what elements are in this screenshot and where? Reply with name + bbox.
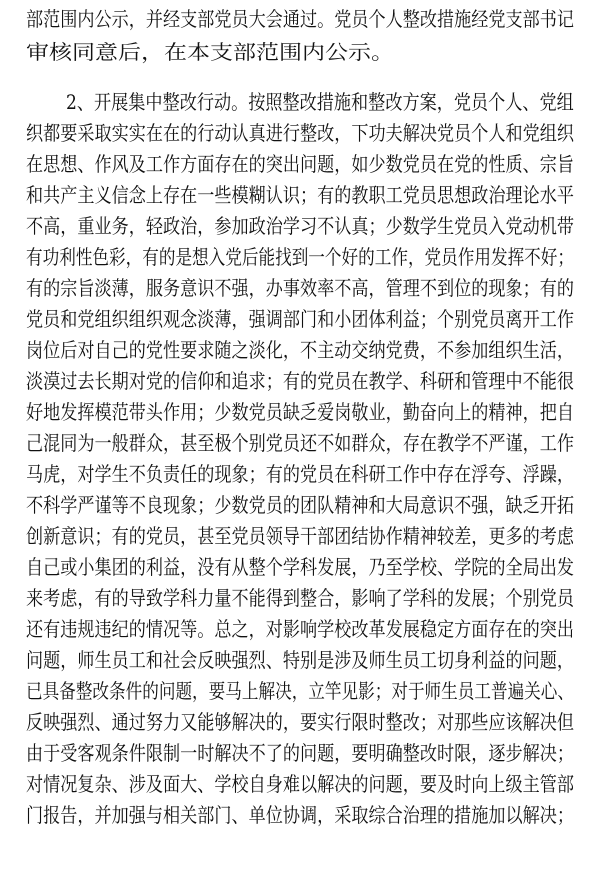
text-line: 淡漠过去长期对党的信仰和追求；有的党员在教学、科研和管理中不能很	[26, 369, 574, 393]
text-line: 自己或小集团的利益，没有从整个学科发展，乃至学校、学院的全局出发	[26, 555, 574, 579]
text-line: 问题，师生员工和社会反映强烈、特别是涉及师生员工切身利益的问题，	[26, 648, 574, 672]
text-line: 部范围内公示，并经支部党员大会通过。党员个人整改措施经党支部书记	[26, 7, 574, 31]
text-line: 由于受客观条件限制一时解决不了的问题，要明确整改时限，逐步解决；	[26, 741, 574, 765]
text-line: 在思想、作风及工作方面存在的突出问题，如少数党员在党的性质、宗旨	[26, 152, 574, 176]
text-line: 2、开展集中整改行动。按照整改措施和整改方案，党员个人、党组	[66, 90, 574, 114]
text-line: 不科学严谨等不良现象；少数党员的团队精神和大局意识不强，缺乏开拓	[26, 493, 574, 517]
text-line: 已具备整改条件的问题，要马上解决，立竿见影；对于师生员工普遍关心、	[26, 679, 574, 703]
text-line: 有功利性色彩，有的是想入党后能找到一个好的工作，党员作用发挥不好；	[26, 245, 574, 269]
text-line: 创新意识；有的党员，甚至党员领导干部团结协作精神较差，更多的考虑	[26, 524, 574, 548]
text-line: 来考虑，有的导致学科力量不能得到整合，影响了学科的发展；个别党员	[26, 586, 574, 610]
text-line: 好地发挥模范带头作用；少数党员缺乏爱岗敬业，勤奋向上的精神，把自	[26, 400, 574, 424]
text-line: 和共产主义信念上存在一些模糊认识；有的教职工党员思想政治理论水平	[26, 183, 574, 207]
text-line: 有的宗旨淡薄，服务意识不强，办事效率不高，管理不到位的现象；有的	[26, 276, 574, 300]
text-line: 门报告，并加强与相关部门、单位协调，采取综合治理的措施加以解决；	[26, 803, 574, 827]
text-line: 己混同为一般群众，甚至极个别党员还不如群众，存在教学不严谨，工作	[26, 431, 574, 455]
text-line: 对情况复杂、涉及面大、学校自身难以解决的问题，要及时向上级主管部	[26, 772, 574, 796]
text-line: 不高，重业务，轻政治，参加政治学习不认真；少数学生党员入党动机带	[26, 214, 574, 238]
text-line: 马虎，对学生不负责任的现象；有的党员在科研工作中存在浮夸、浮躁，	[26, 462, 574, 486]
text-line: 织都要采取实实在在的行动认真进行整改，下功夫解决党员个人和党组织	[26, 121, 574, 145]
text-line: 岗位后对自己的党性要求随之淡化，不主动交纳党费，不参加组织生活，	[26, 338, 574, 362]
text-line: 还有违规违纪的情况等。总之，对影响学校改革发展稳定方面存在的突出	[26, 617, 574, 641]
text-line: 审核同意后，在本支部范围内公示。	[26, 40, 394, 64]
text-line: 党员和党组织组织观念淡薄，强调部门和小团体利益；个别党员离开工作	[26, 307, 574, 331]
text-line: 反映强烈、通过努力又能够解决的，要实行限时整改；对那些应该解决但	[26, 710, 574, 734]
